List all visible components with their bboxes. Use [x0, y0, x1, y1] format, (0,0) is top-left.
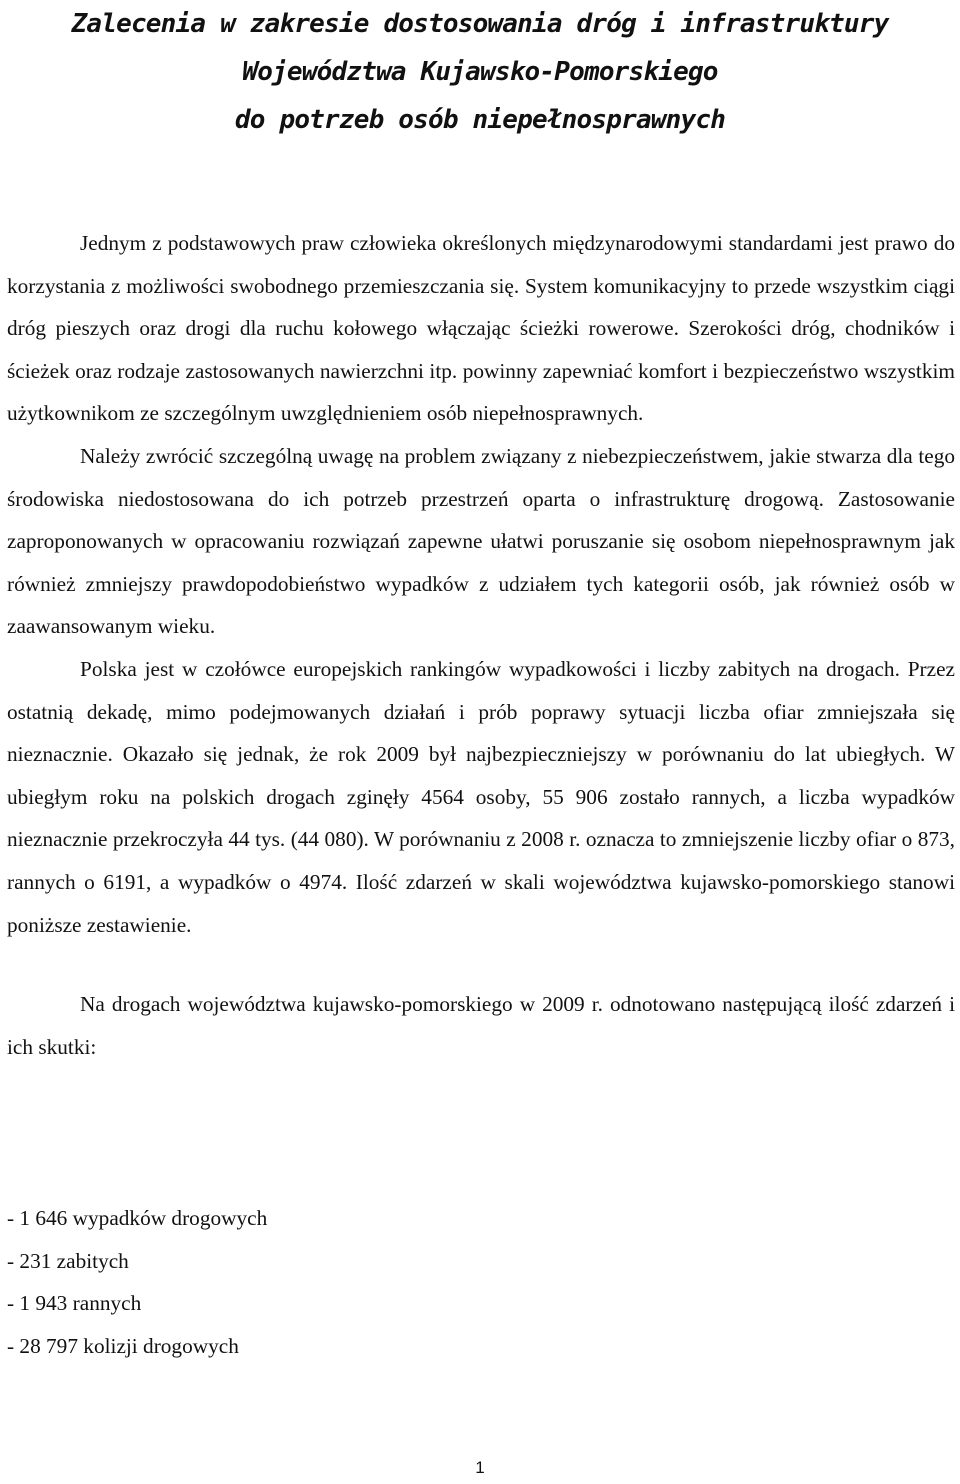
paragraph-gap — [7, 946, 955, 983]
list-item: - 28 797 kolizji drogowych — [7, 1333, 239, 1358]
title-line-2: Województwa Kujawsko-Pomorskiego — [242, 57, 718, 87]
paragraph-region-summary: Na drogach województwa kujawsko-pomorskiego w 2009 r. odnotowano następującą ilość zdarzeń i ich skutki: — [7, 992, 955, 1059]
list-item: - 231 zabitych — [7, 1248, 129, 1273]
list-item: - 1 646 wypadków drogowych — [7, 1206, 268, 1230]
title-line-3: do potrzeb osób niepełnosprawnych — [234, 105, 726, 135]
accident-list — [7, 1197, 267, 1367]
list-item: - 1 943 rannych — [7, 1291, 142, 1316]
document-title — [0, 0, 960, 144]
title-line-1: Zalecenia w zakresie dostosowania dróg i infrastruktury — [71, 9, 889, 39]
document-body — [7, 222, 955, 1068]
page-number: 1 — [475, 1458, 485, 1477]
paragraph-infrastructure-danger: Należy zwrócić szczególną uwagę na problem związany z niebezpieczeństwem, jakie stwarza dla tego środowiska niedostosowana do ich potrzeb przestrzeń oparta o infrastrukturę drogową. Zastosowanie zaproponowanych w opracowaniu rozwiązań zapewne ułatwi poruszanie się osobom niepełnosprawnym jak również zmniejszy prawdopodobieństwo wypadków z udziałem tych kategorii osób, jak również osób w zaawansowanym wieku. — [7, 443, 955, 639]
paragraph-accident-statistics: Polska jest w czołówce europejskich rankingów wypadkowości i liczby zabitych na drogach. Przez ostatnią dekadę, mimo podejmowanych działań i prób poprawy sytuacji liczba ofiar zmniejszała się nieznacznie. Okazało się jednak, że rok 2009 był najbezpieczniejszy w porównaniu do lat ubiegłych. W ubiegłym roku na polskich drogach zginęły 4564 osoby, 55 906 zostało rannych, a liczba wypadków nieznacznie przekroczyła 44 tys. (44 080). W porównaniu z 2008 r. oznacza to zmniejszenie liczby ofiar o 873, rannych o 6191, a wypadków o 4974. Ilość zdarzeń w skali województwa kujawsko-pomorskiego stanowi poniższe zestawienie. — [7, 656, 955, 937]
paragraph-freedom-of-movement: Jednym z podstawowych praw człowieka określonych międzynarodowymi standardami jest prawo do korzystania z możliwości swobodnego przemieszczania się. System komunikacyjny to przede wszystkim ciągi dróg pieszych oraz drogi dla ruchu kołowego włączając ścieżki rowerowe. Szerokości dróg, chodników i ścieżek oraz rodzaje zastosowanych nawierzchni itp. powinny zapewniać komfort i bezpieczeństwo wszystkim użytkownikom ze szczególnym uwzględnieniem osób niepełnosprawnych. — [7, 231, 955, 426]
